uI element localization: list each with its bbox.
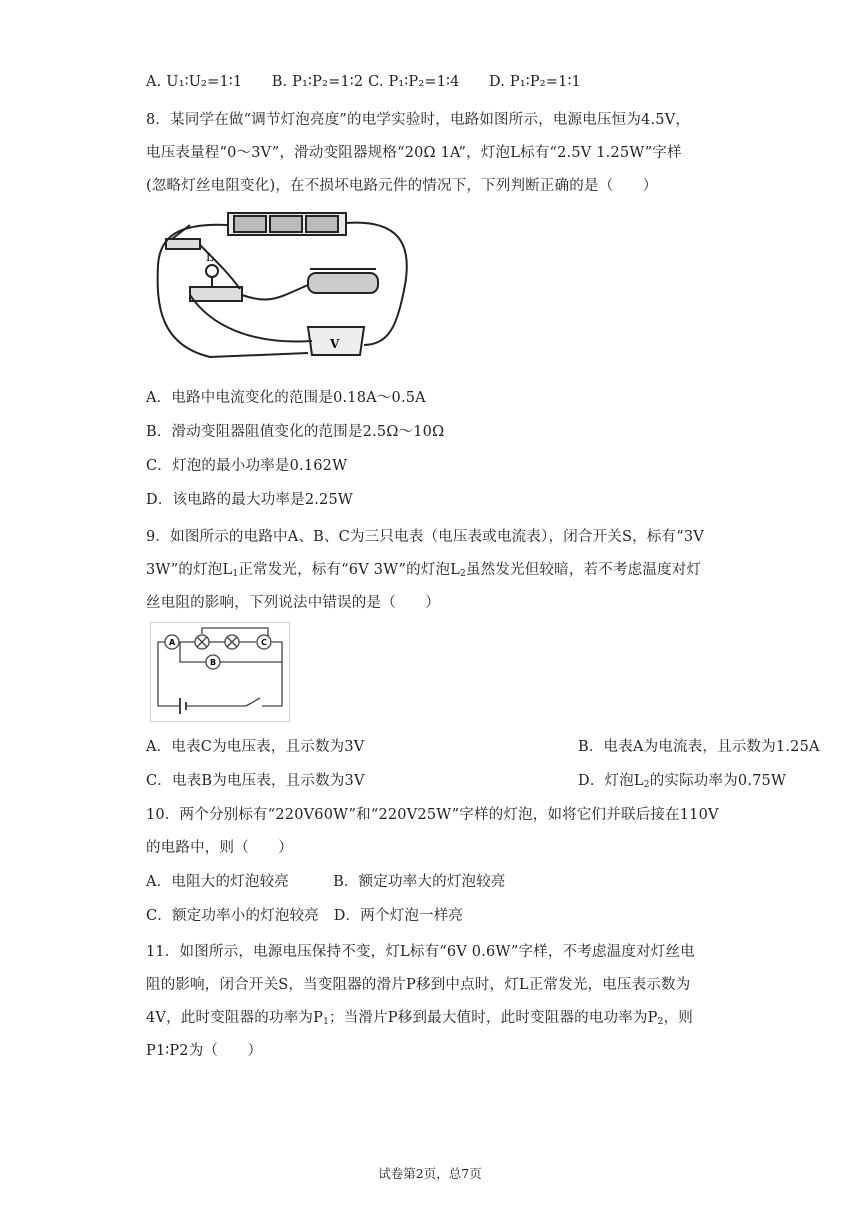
- q8-option-b: B．滑动变阻器阻值变化的范围是2.5Ω～10Ω: [146, 424, 445, 440]
- q8-stem-line3: (忽略灯丝电阻变化)，在不损坏电路元件的情况下，下列判断正确的是（ ）: [146, 178, 658, 194]
- q7-options: A. U₁∶U₂=1∶1 B. P₁∶P₂=1∶2 C. P₁∶P₂=1∶4 D. P₁∶P₂=1∶1: [146, 74, 581, 90]
- page-footer: 试卷第2页，总7页: [378, 1166, 482, 1181]
- q8-stem-line2: 电压表量程“0～3V”，滑动变阻器规格“20Ω 1A”，灯泡L标有“2.5V 1.25W”字样: [146, 145, 682, 161]
- q8-circuit-figure: [150, 205, 412, 373]
- q8-figure-meter-label: V: [330, 337, 340, 351]
- q11-stem-line4: P1∶P2为（ ）: [146, 1043, 263, 1059]
- q9-option-b: B．电表A为电流表，且示数为1.25A: [578, 739, 820, 755]
- q10-stem-line2: 的电路中，则（ ）: [146, 840, 293, 856]
- q8-option-a: A．电路中电流变化的范围是0.18A～0.5A: [146, 390, 426, 406]
- q9-stem-line2: 3W”的灯泡$L_1$正常发光，标有“6V 3W”的灯泡$L_2$虽然发光但较暗，若不考虑温度对灯: [146, 562, 702, 579]
- q9-figure-meter-b: B: [210, 658, 217, 667]
- q11-stem-line2: 阻的影响，闭合开关S，当变阻器的滑片P移到中点时，灯L正常发光，电压表示数为: [146, 977, 691, 993]
- q10-stem-line1: 10．两个分别标有“220V60W”和“220V25W”字样的灯泡，如将它们并联后接在110V: [146, 807, 719, 823]
- q11-stem-line1: 11．如图所示，电源电压保持不变，灯L标有“6V 0.6W”字样，不考虑温度对灯丝电: [146, 944, 695, 960]
- q9-options-row1: [146, 737, 820, 757]
- q9-options-row2: [146, 771, 787, 791]
- q11-stem-line3: 4V，此时变阻器的功率为$P_1$；当滑片P移到最大值时，此时变阻器的电功率为$P_2$，则: [146, 1010, 693, 1027]
- q8-option-c: C．灯泡的最小功率是0.162W: [146, 458, 348, 474]
- q9-option-d: D．灯泡$L_2$的实际功率为0.75W: [578, 773, 787, 790]
- q8-option-d: D．该电路的最大功率是2.25W: [146, 492, 354, 508]
- q9-stem-line3: 丝电阻的影响，下列说法中错误的是（ ）: [146, 595, 440, 611]
- q9-figure-meter-c: C: [261, 638, 267, 647]
- q10-options-row2: C．额定功率小的灯泡较亮 D．两个灯泡一样亮: [146, 908, 464, 924]
- q9-option-c: C．电表B为电压表，且示数为3V: [146, 773, 365, 789]
- q9-option-a: A．电表C为电压表，且示数为3V: [146, 739, 365, 755]
- q8-stem-line1: 8．某同学在做“调节灯泡亮度”的电学实验时，电路如图所示，电源电压恒为4.5V，: [146, 112, 691, 128]
- q9-figure-meter-a: A: [169, 638, 176, 647]
- q8-figure-lamp-label: L: [206, 251, 214, 264]
- q9-circuit-figure: [150, 622, 290, 722]
- q10-options-row1: A．电阻大的灯泡较亮 B．额定功率大的灯泡较亮: [146, 874, 506, 890]
- q9-stem-line1: 9．如图所示的电路中A、B、C为三只电表（电压表或电流表），闭合开关S，标有“3V: [146, 529, 704, 545]
